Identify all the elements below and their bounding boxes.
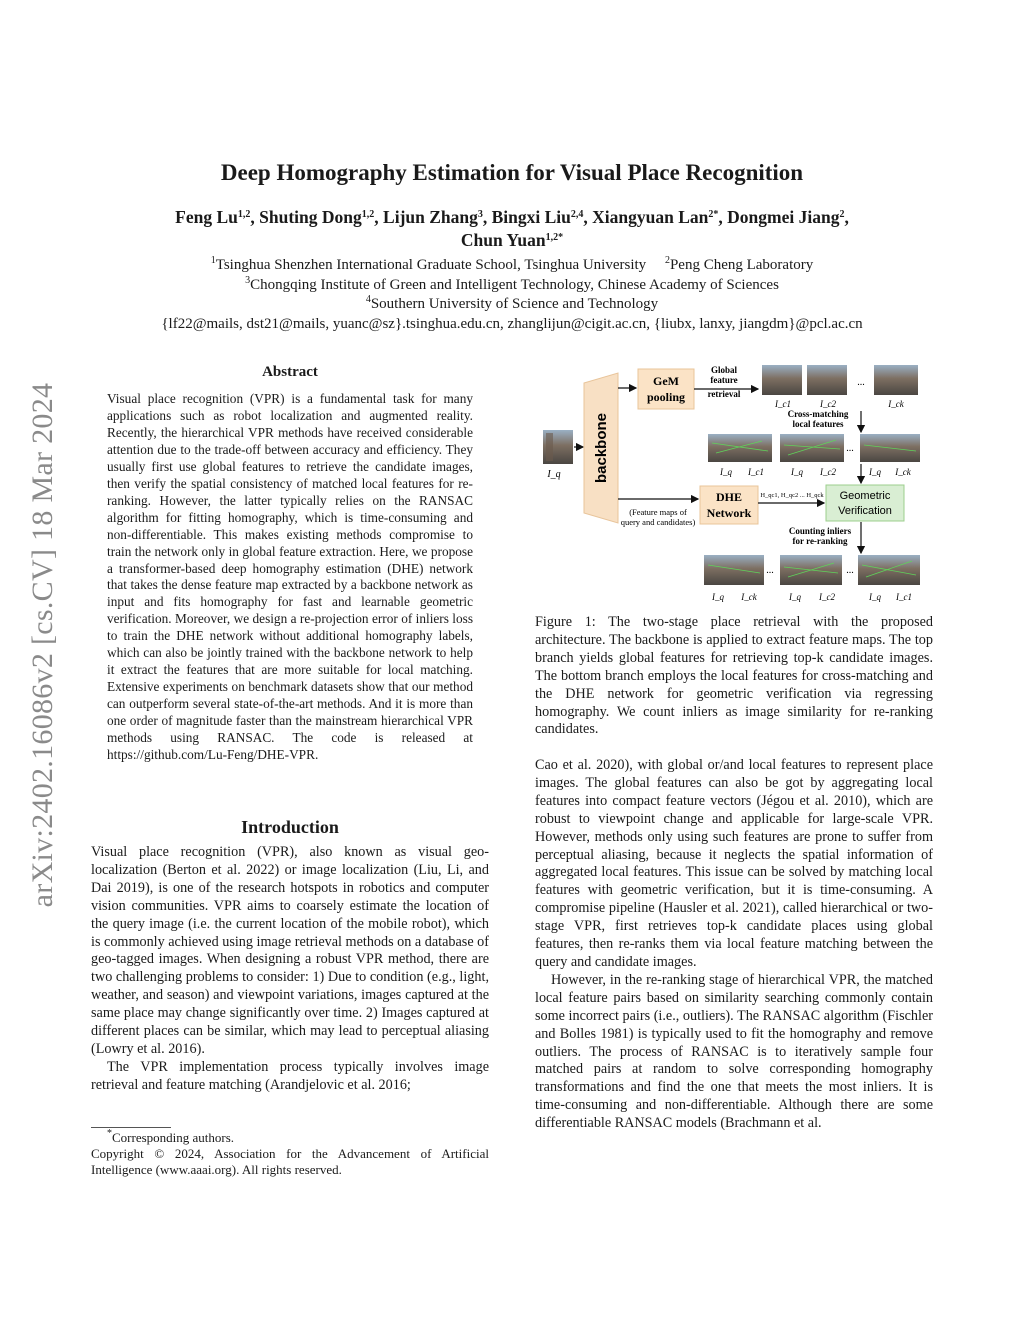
dhe-label-2: Network (706, 506, 752, 520)
affiliations (90, 256, 934, 334)
homographies-label: H_qc1, H_qc2 ... H_qck (760, 492, 824, 499)
author-name: Feng Lu (175, 207, 238, 227)
intro-paragraph-2: The VPR implementation process typically involves image retrieval and feature matching (Arandjelovic et al. 2016; (91, 1058, 489, 1093)
candidate-image-k (874, 365, 918, 395)
introduction-heading: Introduction (241, 817, 339, 837)
author-list: Feng Lu$^{1,2}$, Shuting Dong$^{1,2}$, Lijun Zhang$^3$, Bingxi Liu$^{2,4}$, Xiangyuan Lan$^{2*}$, Dongmei Jiang$^2$, Chun Yuan$^{1,2*}$ (175, 207, 849, 250)
label-ick-pair: I_ck (895, 467, 911, 477)
label-ic1-pair: I_c1 (748, 467, 764, 477)
abstract-heading: Abstract (262, 364, 318, 380)
label-ic2-top: I_c2 (820, 399, 836, 409)
counting-1: Counting inliers (788, 526, 852, 536)
affiliation-line-1: $^1$Tsinghua Shenzhen International Graduate School, Tsinghua University $^2$Peng Cheng Laboratory (210, 255, 814, 273)
label-ic1-top: I_c1 (775, 399, 791, 409)
footnote: *Corresponding authors. Copyright © 2024, Association for the Advancement of Artificial Intelligence (www.aaai.org). All rights reserved. (91, 1128, 489, 1177)
candidate-image-1 (762, 365, 802, 395)
label-iq-pair3: I_q (869, 467, 881, 477)
author-name: Lijun Zhang (383, 207, 478, 227)
global-retrieval-3: retrieval (707, 389, 741, 399)
cross-matching-1: Cross-matching (787, 409, 849, 419)
figure-1-pipeline (540, 355, 928, 610)
gem-label-2: pooling (646, 390, 686, 404)
label-ick-r: I_ck (741, 592, 757, 602)
abstract-text: Visual place recognition (VPR) is a fundamental task for many applications such as robot localization and augmented reality. Recently, the hierarchical VPR methods have received considerable attention due to the trade-off between accuracy and efficiency. They usually first use global features to retrieve the candidate images, then verify the spatial consistency of matched local features for re-ranking. However, the latter typically relies on the RANSAC algorithm for fitting homography, which is time-consuming and non-differentiable. This makes existing methods compromise to train the network only in global feature extraction. Here, we propose a transformer-based deep homography estimation (DHE) network that takes the dense feature map extracted by a backbone network as input and fits homography for fast and learnable geometric verification. Moreover, we design a re-projection error of inliers loss to train the DHE network without additional homography labels, which can also be jointly trained with the backbone network to help it extract the features that are more suitable for local matching. Extensive experiments on benchmark datasets show that our method can outperform several state-of-the-art methods. And it is more than one order of magnitude faster than the mainstream hierarchical VPR methods using RANSAC. The code is released at https://github.com/Lu-Feng/DHE-VPR. (107, 391, 473, 763)
author-name: Bingxi Liu (491, 207, 571, 227)
global-retrieval-2: feature (710, 375, 738, 385)
label-ic2-pair: I_c2 (820, 467, 836, 477)
label-iq-r1: I_q (712, 592, 724, 602)
feature-maps-1: (Feature maps of (629, 507, 687, 517)
dots-4: ... (846, 565, 854, 576)
dhe-label-1: DHE (715, 490, 743, 504)
candidate-image-2 (807, 365, 847, 395)
label-iq-r2: I_q (789, 592, 801, 602)
right-paragraph-1: Cao et al. 2020), with global or/and local features to represent place images. The global features can also be got by aggregating local features into compact feature vectors (Jégou et al. 2010), which are robust to viewpoint change and applicable for large-scale VPR. However, methods only using such features are prone to suffer from perceptual aliasing, because it neglects the spatial information of aggregated local features. This issue can be solved by matching local features with geometric verification, but it is time-consuming. A compromise pipeline (Hausler et al. 2021), called hierarchical or two-stage VPR, first retrieves top-k candidate places using global features, then re-ranks them via local feature matching between the query and candidate images. (535, 757, 933, 970)
geo-label-1: Geometric (839, 490, 891, 502)
label-iq-pair2: I_q (791, 467, 803, 477)
author-name: Xiangyuan Lan (592, 207, 709, 227)
pair-image-1 (708, 434, 772, 462)
email-line: {lf22@mails, dst21@mails, yuanc@sz}.tsinghua.edu.cn, zhanglijun@cigit.ac.cn, {liubx, lanxy, jiangdm}@pcl.ac.cn (161, 315, 863, 332)
affiliation-line-3: $^4$Southern University of Science and Technology (365, 294, 659, 312)
feature-maps-2: query and candidates) (620, 517, 696, 527)
copyright-notice: Copyright © 2024, Association for the Advancement of Artificial Intelligence (www.aaai.org). All rights reserved. (91, 1146, 489, 1177)
footnote-rule (91, 1127, 171, 1128)
author-name: Shuting Dong (259, 207, 362, 227)
backbone-label: backbone (593, 412, 610, 484)
arxiv-watermark: arXiv:2402.16086v2 [cs.CV] 18 Mar 2024 (26, 382, 59, 908)
counting-2: for re-ranking (792, 536, 848, 546)
label-ic1-r: I_c1 (896, 592, 912, 602)
dots-2: ... (846, 443, 854, 454)
pair-image-2 (780, 434, 844, 462)
gem-label-1: GeM (653, 374, 679, 388)
introduction-body (91, 844, 489, 1095)
author-name: Chun Yuan (460, 230, 546, 250)
label-iq-pair1: I_q (720, 467, 732, 477)
figure-1-caption: Figure 1: The two-stage place retrieval with the proposed architecture. The backbone is applied to extract feature maps. The top branch yields global features for retrieving top-k candidate images. The bottom branch employs the local features for cross-matching and the DHE network for geometric verification via regressing homography. We count inliers as image similarity for re-ranking candidates. (535, 614, 933, 738)
global-retrieval-1: Global (710, 365, 738, 375)
right-column-body (535, 757, 933, 1133)
dots-1: ... (857, 377, 865, 388)
cross-matching-2: local features (792, 419, 844, 429)
right-paragraph-2: However, in the re-ranking stage of hierarchical VPR, the matched local feature pairs based on similarity searching commonly contain some incorrect pairs (i.e., outliers). The RANSAC algorithm (Fischler and Bolles 1981) is typically used to fit the homography and remove outliers. The process of RANSAC is to iteratively sample four matched pairs at random to solve corresponding homography transformations and find the one that meets the most inliers. It is time-consuming and non-differentiable. Although there are some differentiable RANSAC models (Brachmann et al. (535, 971, 933, 1132)
dots-3: ... (766, 565, 774, 576)
author-name: Dongmei Jiang (727, 207, 840, 227)
affiliation-line-2: $^3$Chongqing Institute of Green and Intelligent Technology, Chinese Academy of Sciences (245, 274, 779, 293)
label-ic2-r: I_c2 (819, 592, 835, 602)
geo-label-2: Verification (838, 505, 892, 517)
label-iq: I_q (547, 469, 561, 480)
reranked-pair-1 (704, 555, 764, 585)
paper-title: Deep Homography Estimation for Visual Place Recognition (220, 160, 804, 185)
intro-paragraph-1: Visual place recognition (VPR), also known as visual geo-localization (Berton et al. 2022) or image localization (Liu, Li, and Dai 2019), is one of the research hotspots in robotics and computer vision communities. VPR aims to coarsely estimate the location of the query image (i.e. the current location of the mobile robot), which is commonly achieved using image retrieval methods on a database of geo-tagged images. When designing a robust VPR method, there are two challenging problems to consider: 1) Due to condition (e.g., light, weather, and season) and viewpoint variations, images captured at the same place may change significantly over time. 2) Images captured at different places can be similar, which may lead to perceptual aliasing (Lowry et al. 2016). (91, 844, 489, 1057)
label-iq-r3: I_q (869, 592, 881, 602)
label-ick-top: I_ck (888, 399, 904, 409)
